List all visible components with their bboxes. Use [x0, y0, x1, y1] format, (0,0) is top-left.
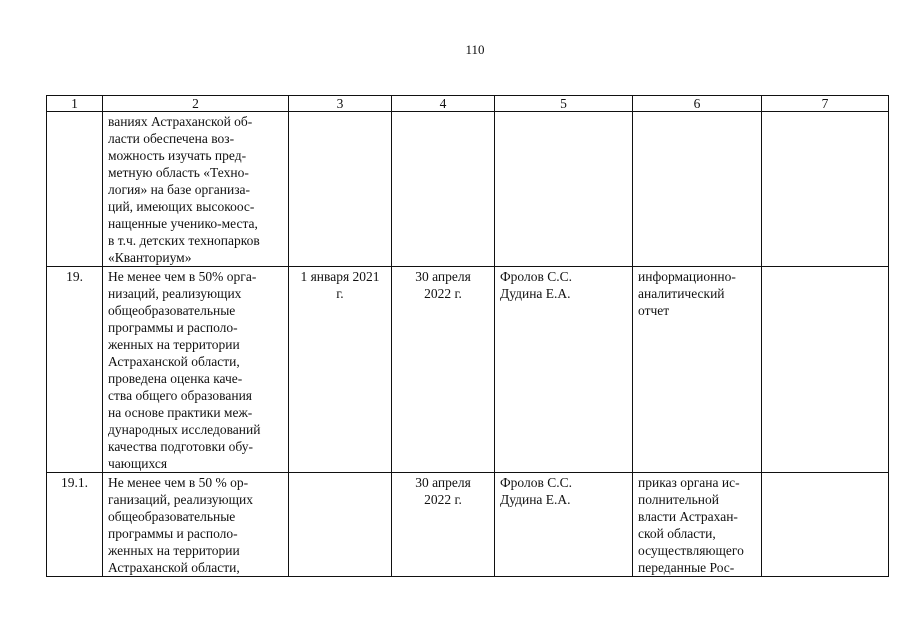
column-header: 3: [289, 96, 392, 112]
cell-line: Не менее чем в 50% орга-: [108, 269, 257, 284]
cell-line: 19.1.: [61, 475, 88, 490]
cell-content: [289, 112, 391, 113]
cell-line: Дудина Е.А.: [500, 286, 571, 301]
cell-line: ганизаций, реализующих: [108, 492, 253, 507]
cell-content: [762, 267, 888, 268]
cell-line: приказ органа ис-: [638, 475, 740, 490]
table-row: [47, 267, 889, 473]
cell-line: г.: [336, 286, 344, 301]
table-row: [47, 112, 889, 267]
page-number: 110: [465, 42, 485, 57]
table-cell: [103, 112, 289, 267]
cell-line: чающихся: [108, 456, 168, 471]
cell-line: аналитический: [638, 286, 725, 301]
table-header: [47, 96, 889, 112]
cell-content: [103, 473, 288, 576]
table-cell: [392, 267, 495, 473]
cell-line: Не менее чем в 50 % ор-: [108, 475, 249, 490]
cell-line: проведена оценка каче-: [108, 371, 243, 386]
cell-line: программы и располо-: [108, 320, 238, 335]
table-cell: [289, 112, 392, 267]
table-row: [47, 473, 889, 577]
cell-content: [392, 112, 494, 113]
cell-content: [47, 473, 102, 491]
column-header: 5: [495, 96, 633, 112]
column-header: 1: [47, 96, 103, 112]
header-row: [47, 96, 889, 112]
cell-content: [289, 267, 391, 302]
cell-line: 30 апреля: [415, 269, 471, 284]
cell-content: [103, 112, 288, 266]
cell-line: на основе практики меж-: [108, 405, 253, 420]
table-cell: [633, 473, 762, 577]
cell-content: [495, 112, 632, 113]
column-header: 2: [103, 96, 289, 112]
cell-line: ласти обеспечена воз-: [108, 131, 235, 146]
cell-line: власти Астрахан-: [638, 509, 738, 524]
cell-line: Фролов С.С.: [500, 269, 572, 284]
table-cell: [289, 473, 392, 577]
table-cell: [103, 267, 289, 473]
cell-line: качества подготовки обу-: [108, 439, 253, 454]
table-cell: [762, 267, 889, 473]
table-cell: [289, 267, 392, 473]
cell-line: информационно-: [638, 269, 736, 284]
cell-line: общеобразовательные: [108, 303, 236, 318]
cell-line: логия» на базе организа-: [108, 182, 251, 197]
cell-content: [47, 267, 102, 285]
cell-line: ций, имеющих высокоос-: [108, 199, 255, 214]
cell-line: Фролов С.С.: [500, 475, 572, 490]
cell-line: нащенные ученико-места,: [108, 216, 258, 231]
cell-line: можность изучать пред-: [108, 148, 247, 163]
table-cell: [47, 473, 103, 577]
cell-line: 19.: [66, 269, 83, 284]
table-cell: [633, 267, 762, 473]
cell-line: 1 января 2021: [300, 269, 380, 284]
column-header: 6: [633, 96, 762, 112]
cell-line: Астраханской области,: [108, 354, 240, 369]
table-cell: [762, 112, 889, 267]
table-body: [47, 112, 889, 577]
cell-line: ской области,: [638, 526, 716, 541]
table-cell: [392, 473, 495, 577]
cell-content: [762, 473, 888, 474]
cell-line: «Кванториум»: [108, 250, 192, 265]
cell-line: 2022 г.: [424, 492, 462, 507]
cell-line: программы и располо-: [108, 526, 238, 541]
cell-line: отчет: [638, 303, 670, 318]
cell-line: метную область «Техно-: [108, 165, 249, 180]
cell-content: [392, 473, 494, 508]
cell-line: женных на территории: [108, 337, 240, 352]
cell-content: [495, 473, 632, 508]
table-cell: [103, 473, 289, 577]
cell-line: 30 апреля: [415, 475, 471, 490]
cell-content: [633, 473, 761, 576]
cell-line: ства общего образования: [108, 388, 252, 403]
cell-content: [633, 112, 761, 113]
column-header: 4: [392, 96, 495, 112]
table-cell: [392, 112, 495, 267]
cell-line: осуществляющего: [638, 543, 744, 558]
cell-content: [289, 473, 391, 474]
table-cell: [47, 112, 103, 267]
table-cell: [762, 473, 889, 577]
cell-content: [495, 267, 632, 302]
table-cell: [495, 267, 633, 473]
cell-line: 2022 г.: [424, 286, 462, 301]
cell-line: переданные Рос-: [638, 560, 735, 575]
plan-table: [46, 95, 889, 577]
cell-line: дународных исследований: [108, 422, 261, 437]
table-cell: [47, 267, 103, 473]
cell-content: [633, 267, 761, 319]
cell-content: [47, 112, 102, 113]
cell-line: ваниях Астраханской об-: [108, 114, 253, 129]
cell-line: женных на территории: [108, 543, 240, 558]
cell-line: Дудина Е.А.: [500, 492, 571, 507]
table-cell: [495, 473, 633, 577]
table-cell: [495, 112, 633, 267]
cell-line: Астраханской области,: [108, 560, 240, 575]
cell-line: общеобразовательные: [108, 509, 236, 524]
table-cell: [633, 112, 762, 267]
cell-content: [392, 267, 494, 302]
cell-content: [103, 267, 288, 472]
cell-content: [762, 112, 888, 113]
cell-line: низаций, реализующих: [108, 286, 242, 301]
cell-line: полнительной: [638, 492, 719, 507]
column-header: 7: [762, 96, 889, 112]
cell-line: в т.ч. детских технопарков: [108, 233, 260, 248]
